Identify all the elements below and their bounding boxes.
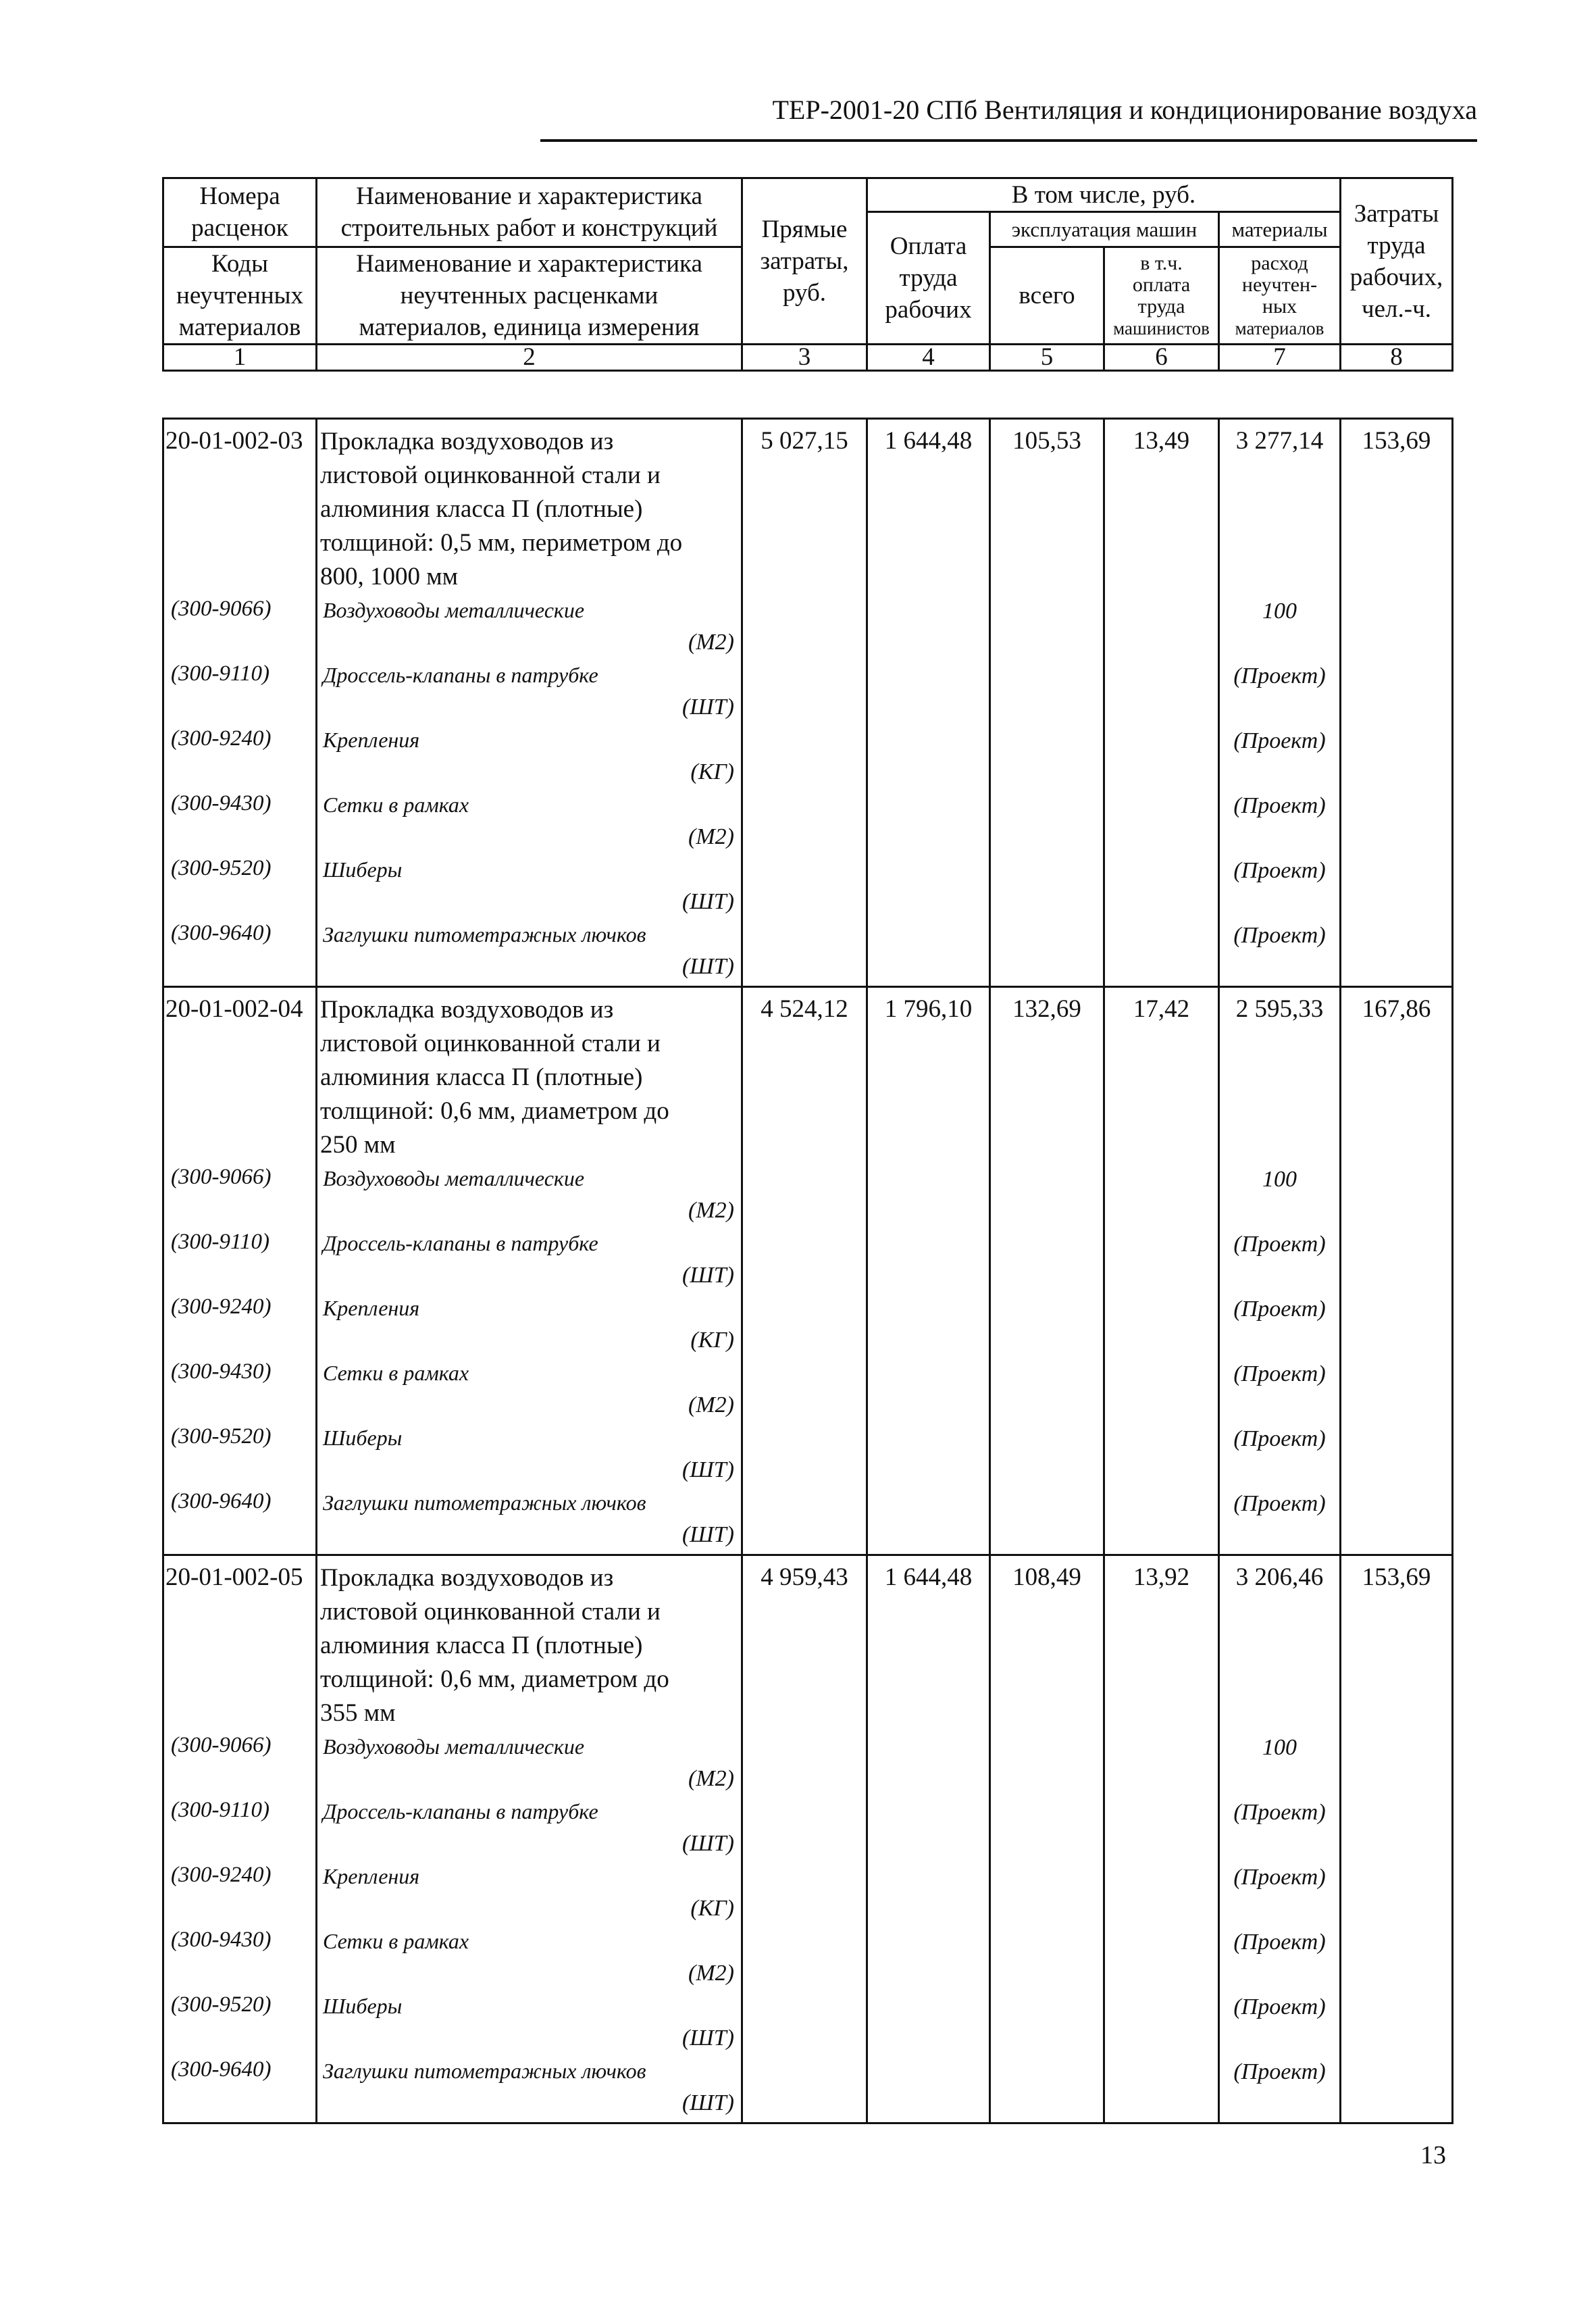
rate-name-line: Прокладка воздуховодов из xyxy=(320,428,614,455)
material-name: Воздуховоды металлические xyxy=(323,1734,585,1759)
material-code: (300-9430) xyxy=(171,791,272,815)
material-code: (300-9640) xyxy=(171,1489,272,1513)
materials-cost: 3 277,14 xyxy=(1235,427,1324,455)
direct-cost-cell: 4 524,12 xyxy=(742,987,867,1555)
rate-code: 20-01-002-04 xyxy=(165,995,303,1023)
material-code: (300-9240) xyxy=(171,1863,272,1887)
material-unit: (М2) xyxy=(688,1961,734,1986)
header-col1-bottom: Коды неучтенных материалов xyxy=(163,247,317,345)
material-code: (300-9430) xyxy=(171,1359,272,1384)
rate-name-line: алюминия класса П (плотные) xyxy=(320,495,643,523)
labor-cost-cell: 1 796,10 xyxy=(867,987,990,1555)
header-number: 1 xyxy=(163,345,317,371)
material-code: (300-9430) xyxy=(171,1928,272,1952)
rate-name-line: толщиной: 0,5 мм, периметром до xyxy=(320,529,683,557)
rate-name-line: 355 мм xyxy=(320,1699,396,1727)
machinists-cost-cell: 13,92 xyxy=(1104,1555,1219,2123)
header-col1-top-2: расценок xyxy=(163,212,317,247)
header-col2-top: Наименование и характеристика xyxy=(317,178,742,212)
rate-name-line: алюминия класса П (плотные) xyxy=(320,1632,643,1659)
material-code: (300-9520) xyxy=(171,856,272,880)
material-consumption: (Проект) xyxy=(1233,1361,1326,1386)
header-number: 2 xyxy=(317,345,742,371)
material-unit: (КГ) xyxy=(690,1896,734,1921)
header-number: 4 xyxy=(867,345,990,371)
rate-name-line: Прокладка воздуховодов из xyxy=(320,996,614,1024)
header-col2-top-2: строительных работ и конструкций xyxy=(317,212,742,247)
page-number: 13 xyxy=(1420,2141,1446,2169)
rate-name-line: листовой оцинкованной стали и xyxy=(320,461,661,489)
material-name: Воздуховоды металлические xyxy=(323,598,585,622)
rate-code-cell xyxy=(163,419,317,987)
material-code: (300-9110) xyxy=(171,1230,270,1254)
header-col1-top: Номера xyxy=(163,178,317,212)
material-code: (300-9520) xyxy=(171,1992,272,2017)
material-code: (300-9640) xyxy=(171,2057,272,2082)
header-col2-bottom: Наименование и характеристика неучтенных расценками материалов, единица измерения xyxy=(317,247,742,345)
header-number: 3 xyxy=(742,345,867,371)
machines-total-cell: 108,49 xyxy=(990,1555,1104,2123)
rate-code-cell xyxy=(163,987,317,1555)
material-code: (300-9240) xyxy=(171,1294,272,1319)
material-consumption: (Проект) xyxy=(1233,728,1326,753)
machines-total-cell: 132,69 xyxy=(990,987,1104,1555)
material-consumption: 100 xyxy=(1262,1735,1297,1760)
material-consumption: (Проект) xyxy=(1233,1491,1326,1516)
material-consumption: (Проект) xyxy=(1233,1994,1326,2019)
material-consumption: (Проект) xyxy=(1233,1232,1326,1257)
material-name: Крепления xyxy=(323,1296,420,1320)
materials-cost-cell xyxy=(1219,1555,1341,2123)
material-unit: (ШТ) xyxy=(681,889,734,914)
material-unit: (ШТ) xyxy=(681,2090,734,2115)
table-row xyxy=(163,419,1453,987)
header-number: 6 xyxy=(1104,345,1219,371)
rate-name-line: 800, 1000 мм xyxy=(320,563,459,590)
direct-cost-cell: 4 959,43 xyxy=(742,1555,867,2123)
labor-hours-cell: 167,86 xyxy=(1341,987,1453,1555)
header-col8: Затраты труда рабочих, чел.-ч. xyxy=(1341,178,1453,345)
material-name: Крепления xyxy=(323,728,420,752)
material-unit: (ШТ) xyxy=(681,1831,734,1856)
rates-table xyxy=(162,418,1453,2124)
header-col5: всего xyxy=(990,247,1104,345)
material-consumption: (Проект) xyxy=(1233,793,1326,818)
rate-name-line: толщиной: 0,6 мм, диаметром до xyxy=(320,1665,669,1693)
material-consumption: (Проект) xyxy=(1233,1930,1326,1955)
header-materials: материалы xyxy=(1219,212,1341,247)
rate-name-cell xyxy=(317,1555,742,2123)
material-code: (300-9640) xyxy=(171,921,272,945)
material-consumption: (Проект) xyxy=(1233,1426,1326,1451)
material-consumption: (Проект) xyxy=(1233,1297,1326,1322)
material-code: (300-9066) xyxy=(171,1733,272,1757)
materials-cost: 3 206,46 xyxy=(1235,1563,1324,1591)
material-consumption: (Проект) xyxy=(1233,1800,1326,1825)
rate-code-cell xyxy=(163,1555,317,2123)
material-unit: (М2) xyxy=(688,1392,734,1417)
header-col4: Оплата труда рабочих xyxy=(867,212,990,345)
material-code: (300-9066) xyxy=(171,597,272,621)
material-unit: (ШТ) xyxy=(681,2026,734,2051)
material-code: (300-9240) xyxy=(171,726,272,751)
header-col3: Прямые затраты, руб. xyxy=(742,178,867,345)
material-unit: (КГ) xyxy=(690,759,734,784)
header-machines: эксплуатация машин xyxy=(990,212,1219,247)
material-name: Воздуховоды металлические xyxy=(323,1166,585,1190)
material-unit: (ШТ) xyxy=(681,954,734,979)
labor-hours-cell: 153,69 xyxy=(1341,419,1453,987)
rate-name-line: листовой оцинкованной стали и xyxy=(320,1030,661,1057)
material-unit: (М2) xyxy=(688,1766,734,1791)
labor-cost-cell: 1 644,48 xyxy=(867,419,990,987)
rate-name-line: алюминия класса П (плотные) xyxy=(320,1063,643,1091)
header-col7: расход неучтен- ных материалов xyxy=(1219,247,1341,345)
material-code: (300-9066) xyxy=(171,1165,272,1189)
material-unit: (ШТ) xyxy=(681,1522,734,1547)
header-group: В том числе, руб. xyxy=(867,178,1341,212)
rate-name-line: толщиной: 0,6 мм, диаметром до xyxy=(320,1097,669,1125)
table-row xyxy=(163,987,1453,1555)
machinists-cost-cell: 13,49 xyxy=(1104,419,1219,987)
direct-cost-cell: 5 027,15 xyxy=(742,419,867,987)
material-code: (300-9110) xyxy=(171,661,270,686)
material-code: (300-9110) xyxy=(171,1798,270,1822)
material-name: Сетки в рамках xyxy=(323,1929,469,1953)
header-number: 8 xyxy=(1341,345,1453,371)
header-number: 5 xyxy=(990,345,1104,371)
header-number-row xyxy=(163,345,1453,371)
table-row xyxy=(163,1555,1453,2123)
header-col6: в т.ч. оплата труда машинистов xyxy=(1104,247,1219,345)
rate-code: 20-01-002-05 xyxy=(165,1563,303,1591)
material-name: Дроссель-клапаны в патрубке xyxy=(323,1231,598,1255)
material-unit: (ШТ) xyxy=(681,695,734,720)
material-name: Заглушки питометражных лючков xyxy=(323,2059,646,2083)
rate-name-cell xyxy=(317,987,742,1555)
rate-name-line: 250 мм xyxy=(320,1131,396,1159)
material-unit: (ШТ) xyxy=(681,1263,734,1288)
material-unit: (М2) xyxy=(688,630,734,655)
material-consumption: (Проект) xyxy=(1233,1865,1326,1890)
rate-name-line: Прокладка воздуховодов из xyxy=(320,1564,614,1592)
materials-cost-cell xyxy=(1219,987,1341,1555)
rate-name-cell xyxy=(317,419,742,987)
material-consumption: (Проект) xyxy=(1233,858,1326,883)
material-name: Сетки в рамках xyxy=(323,793,469,817)
material-consumption: (Проект) xyxy=(1233,923,1326,948)
material-consumption: 100 xyxy=(1262,1167,1297,1192)
material-name: Крепления xyxy=(323,1864,420,1888)
material-unit: (ШТ) xyxy=(681,1457,734,1482)
labor-cost-cell: 1 644,48 xyxy=(867,1555,990,2123)
material-unit: (КГ) xyxy=(690,1328,734,1353)
labor-hours-cell: 153,69 xyxy=(1341,1555,1453,2123)
material-consumption: (Проект) xyxy=(1233,2059,1326,2084)
material-name: Дроссель-клапаны в патрубке xyxy=(323,663,598,687)
machinists-cost-cell: 17,42 xyxy=(1104,987,1219,1555)
materials-cost: 2 595,33 xyxy=(1235,995,1324,1023)
header-rule xyxy=(540,139,1477,142)
header-number: 7 xyxy=(1219,345,1341,371)
material-name: Дроссель-клапаны в патрубке xyxy=(323,1799,598,1823)
material-unit: (М2) xyxy=(688,1198,734,1223)
material-code: (300-9520) xyxy=(171,1424,272,1449)
machines-total-cell: 105,53 xyxy=(990,419,1104,987)
material-unit: (М2) xyxy=(688,824,734,849)
material-name: Сетки в рамках xyxy=(323,1361,469,1385)
materials-cost-cell xyxy=(1219,419,1341,987)
rate-name-line: листовой оцинкованной стали и xyxy=(320,1598,661,1626)
material-name: Заглушки питометражных лючков xyxy=(323,922,646,947)
material-name: Заглушки питометражных лючков xyxy=(323,1490,646,1515)
page-header-title: ТЕР-2001-20 СПб Вентиляция и кондиционирование воздуха xyxy=(772,95,1477,125)
material-name: Шиберы xyxy=(323,1994,403,2018)
rate-code: 20-01-002-03 xyxy=(165,427,303,455)
material-name: Шиберы xyxy=(323,857,403,882)
material-consumption: (Проект) xyxy=(1233,663,1326,688)
material-name: Шиберы xyxy=(323,1426,403,1450)
material-consumption: 100 xyxy=(1262,599,1297,624)
table-header xyxy=(162,177,1453,372)
